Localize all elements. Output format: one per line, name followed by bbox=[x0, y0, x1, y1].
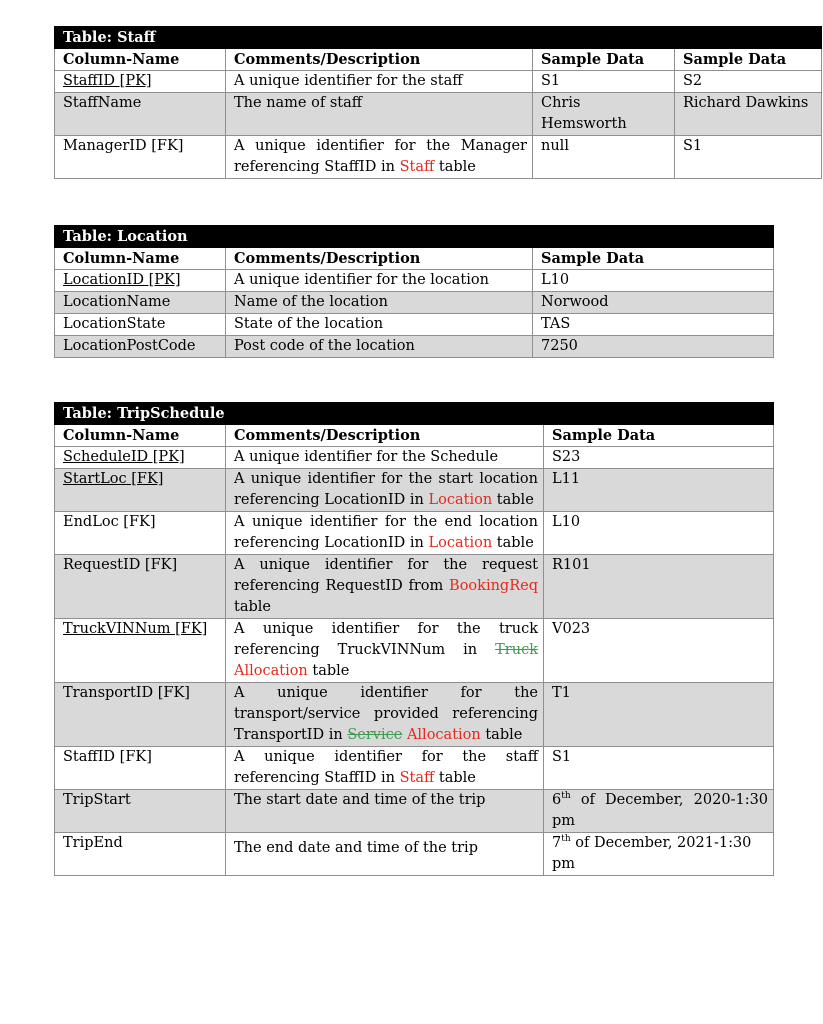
description-cell: The start date and time of the trip bbox=[226, 790, 544, 833]
sample-cell: L10 bbox=[533, 270, 774, 292]
sample-cell: S2 bbox=[675, 71, 822, 93]
table-row bbox=[55, 270, 774, 292]
table-header-row bbox=[55, 248, 774, 270]
header-cell: Column-Name bbox=[55, 49, 226, 71]
header-cell: Comments/Description bbox=[226, 248, 533, 270]
tripschedule-table-title: Table: TripSchedule bbox=[55, 403, 774, 425]
header-cell: Sample Data bbox=[544, 425, 774, 447]
description-cell: A unique identifier for the truck referencing TruckVINNum in Truck Allocation table bbox=[226, 619, 544, 683]
table-row bbox=[55, 292, 774, 314]
description-cell: The end date and time of the trip bbox=[226, 833, 544, 876]
column-name: TruckVINNum [FK] bbox=[63, 621, 208, 637]
column-name: ScheduleID [PK] bbox=[63, 449, 185, 465]
table-header-row bbox=[55, 425, 774, 447]
column-name: StaffID [FK] bbox=[55, 747, 226, 790]
sample-cell: 7th of December, 2021-1:30 pm bbox=[544, 833, 774, 876]
column-name: LocationPostCode bbox=[55, 336, 226, 358]
column-name: TripEnd bbox=[55, 833, 226, 876]
table-row bbox=[55, 683, 774, 747]
tripschedule-table bbox=[54, 402, 774, 876]
table-header-row bbox=[55, 49, 822, 71]
sample-cell: Norwood bbox=[533, 292, 774, 314]
header-cell: Comments/Description bbox=[226, 425, 544, 447]
sample-cell: R101 bbox=[544, 555, 774, 619]
header-cell: Column-Name bbox=[55, 248, 226, 270]
column-name: TripStart bbox=[55, 790, 226, 833]
description-cell: A unique identifier for the Manager referencing StaffID in Staff table bbox=[226, 136, 533, 179]
description-cell: The name of staff bbox=[226, 93, 533, 136]
header-cell: Sample Data bbox=[675, 49, 822, 71]
column-name: LocationState bbox=[55, 314, 226, 336]
table-row bbox=[55, 71, 822, 93]
table-row bbox=[55, 747, 774, 790]
staff-table bbox=[54, 26, 822, 179]
sample-cell: L10 bbox=[544, 512, 774, 555]
staff-table-title: Table: Staff bbox=[55, 27, 822, 49]
table-row bbox=[55, 136, 822, 179]
sample-cell: S23 bbox=[544, 447, 774, 469]
description-cell: A unique identifier for the transport/service provided referencing TransportID in Service Allocation table bbox=[226, 683, 544, 747]
sample-cell: 6th of December, 2020-1:30 pm bbox=[544, 790, 774, 833]
sample-cell: S1 bbox=[544, 747, 774, 790]
description-cell: A unique identifier for the start location referencing LocationID in Location table bbox=[226, 469, 544, 512]
sample-cell: Chris Hemsworth bbox=[533, 93, 675, 136]
table-row bbox=[55, 555, 774, 619]
table-row bbox=[55, 619, 774, 683]
header-cell: Comments/Description bbox=[226, 49, 533, 71]
column-name: StaffID [PK] bbox=[63, 73, 152, 89]
column-name: StaffName bbox=[55, 93, 226, 136]
table-row bbox=[55, 790, 774, 833]
sample-cell: 7250 bbox=[533, 336, 774, 358]
column-name: StartLoc [FK] bbox=[63, 471, 164, 487]
description-cell: A unique identifier for the location bbox=[226, 270, 533, 292]
table-row bbox=[55, 336, 774, 358]
description-cell: State of the location bbox=[226, 314, 533, 336]
table-row bbox=[55, 833, 774, 876]
column-name: LocationID [PK] bbox=[63, 272, 181, 288]
location-table-title: Table: Location bbox=[55, 226, 774, 248]
header-cell: Column-Name bbox=[55, 425, 226, 447]
description-cell: Name of the location bbox=[226, 292, 533, 314]
description-cell: A unique identifier for the staff bbox=[226, 71, 533, 93]
description-cell: A unique identifier for the staff referencing StaffID in Staff table bbox=[226, 747, 544, 790]
sample-cell: TAS bbox=[533, 314, 774, 336]
table-row bbox=[55, 512, 774, 555]
description-cell: A unique identifier for the request referencing RequestID from BookingReq table bbox=[226, 555, 544, 619]
header-cell: Sample Data bbox=[533, 49, 675, 71]
description-cell: Post code of the location bbox=[226, 336, 533, 358]
sample-cell: S1 bbox=[675, 136, 822, 179]
column-name: RequestID [FK] bbox=[55, 555, 226, 619]
sample-cell: T1 bbox=[544, 683, 774, 747]
column-name: EndLoc [FK] bbox=[55, 512, 226, 555]
table-row bbox=[55, 93, 822, 136]
sample-cell: Richard Dawkins bbox=[675, 93, 822, 136]
sample-cell: L11 bbox=[544, 469, 774, 512]
table-row bbox=[55, 469, 774, 512]
sample-cell: null bbox=[533, 136, 675, 179]
description-cell: A unique identifier for the end location referencing LocationID in Location table bbox=[226, 512, 544, 555]
table-row bbox=[55, 314, 774, 336]
column-name: LocationName bbox=[55, 292, 226, 314]
sample-cell: S1 bbox=[533, 71, 675, 93]
column-name: ManagerID [FK] bbox=[55, 136, 226, 179]
column-name: TransportID [FK] bbox=[55, 683, 226, 747]
description-cell: A unique identifier for the Schedule bbox=[226, 447, 544, 469]
location-table bbox=[54, 225, 774, 358]
sample-cell: V023 bbox=[544, 619, 774, 683]
table-row bbox=[55, 447, 774, 469]
header-cell: Sample Data bbox=[533, 248, 774, 270]
